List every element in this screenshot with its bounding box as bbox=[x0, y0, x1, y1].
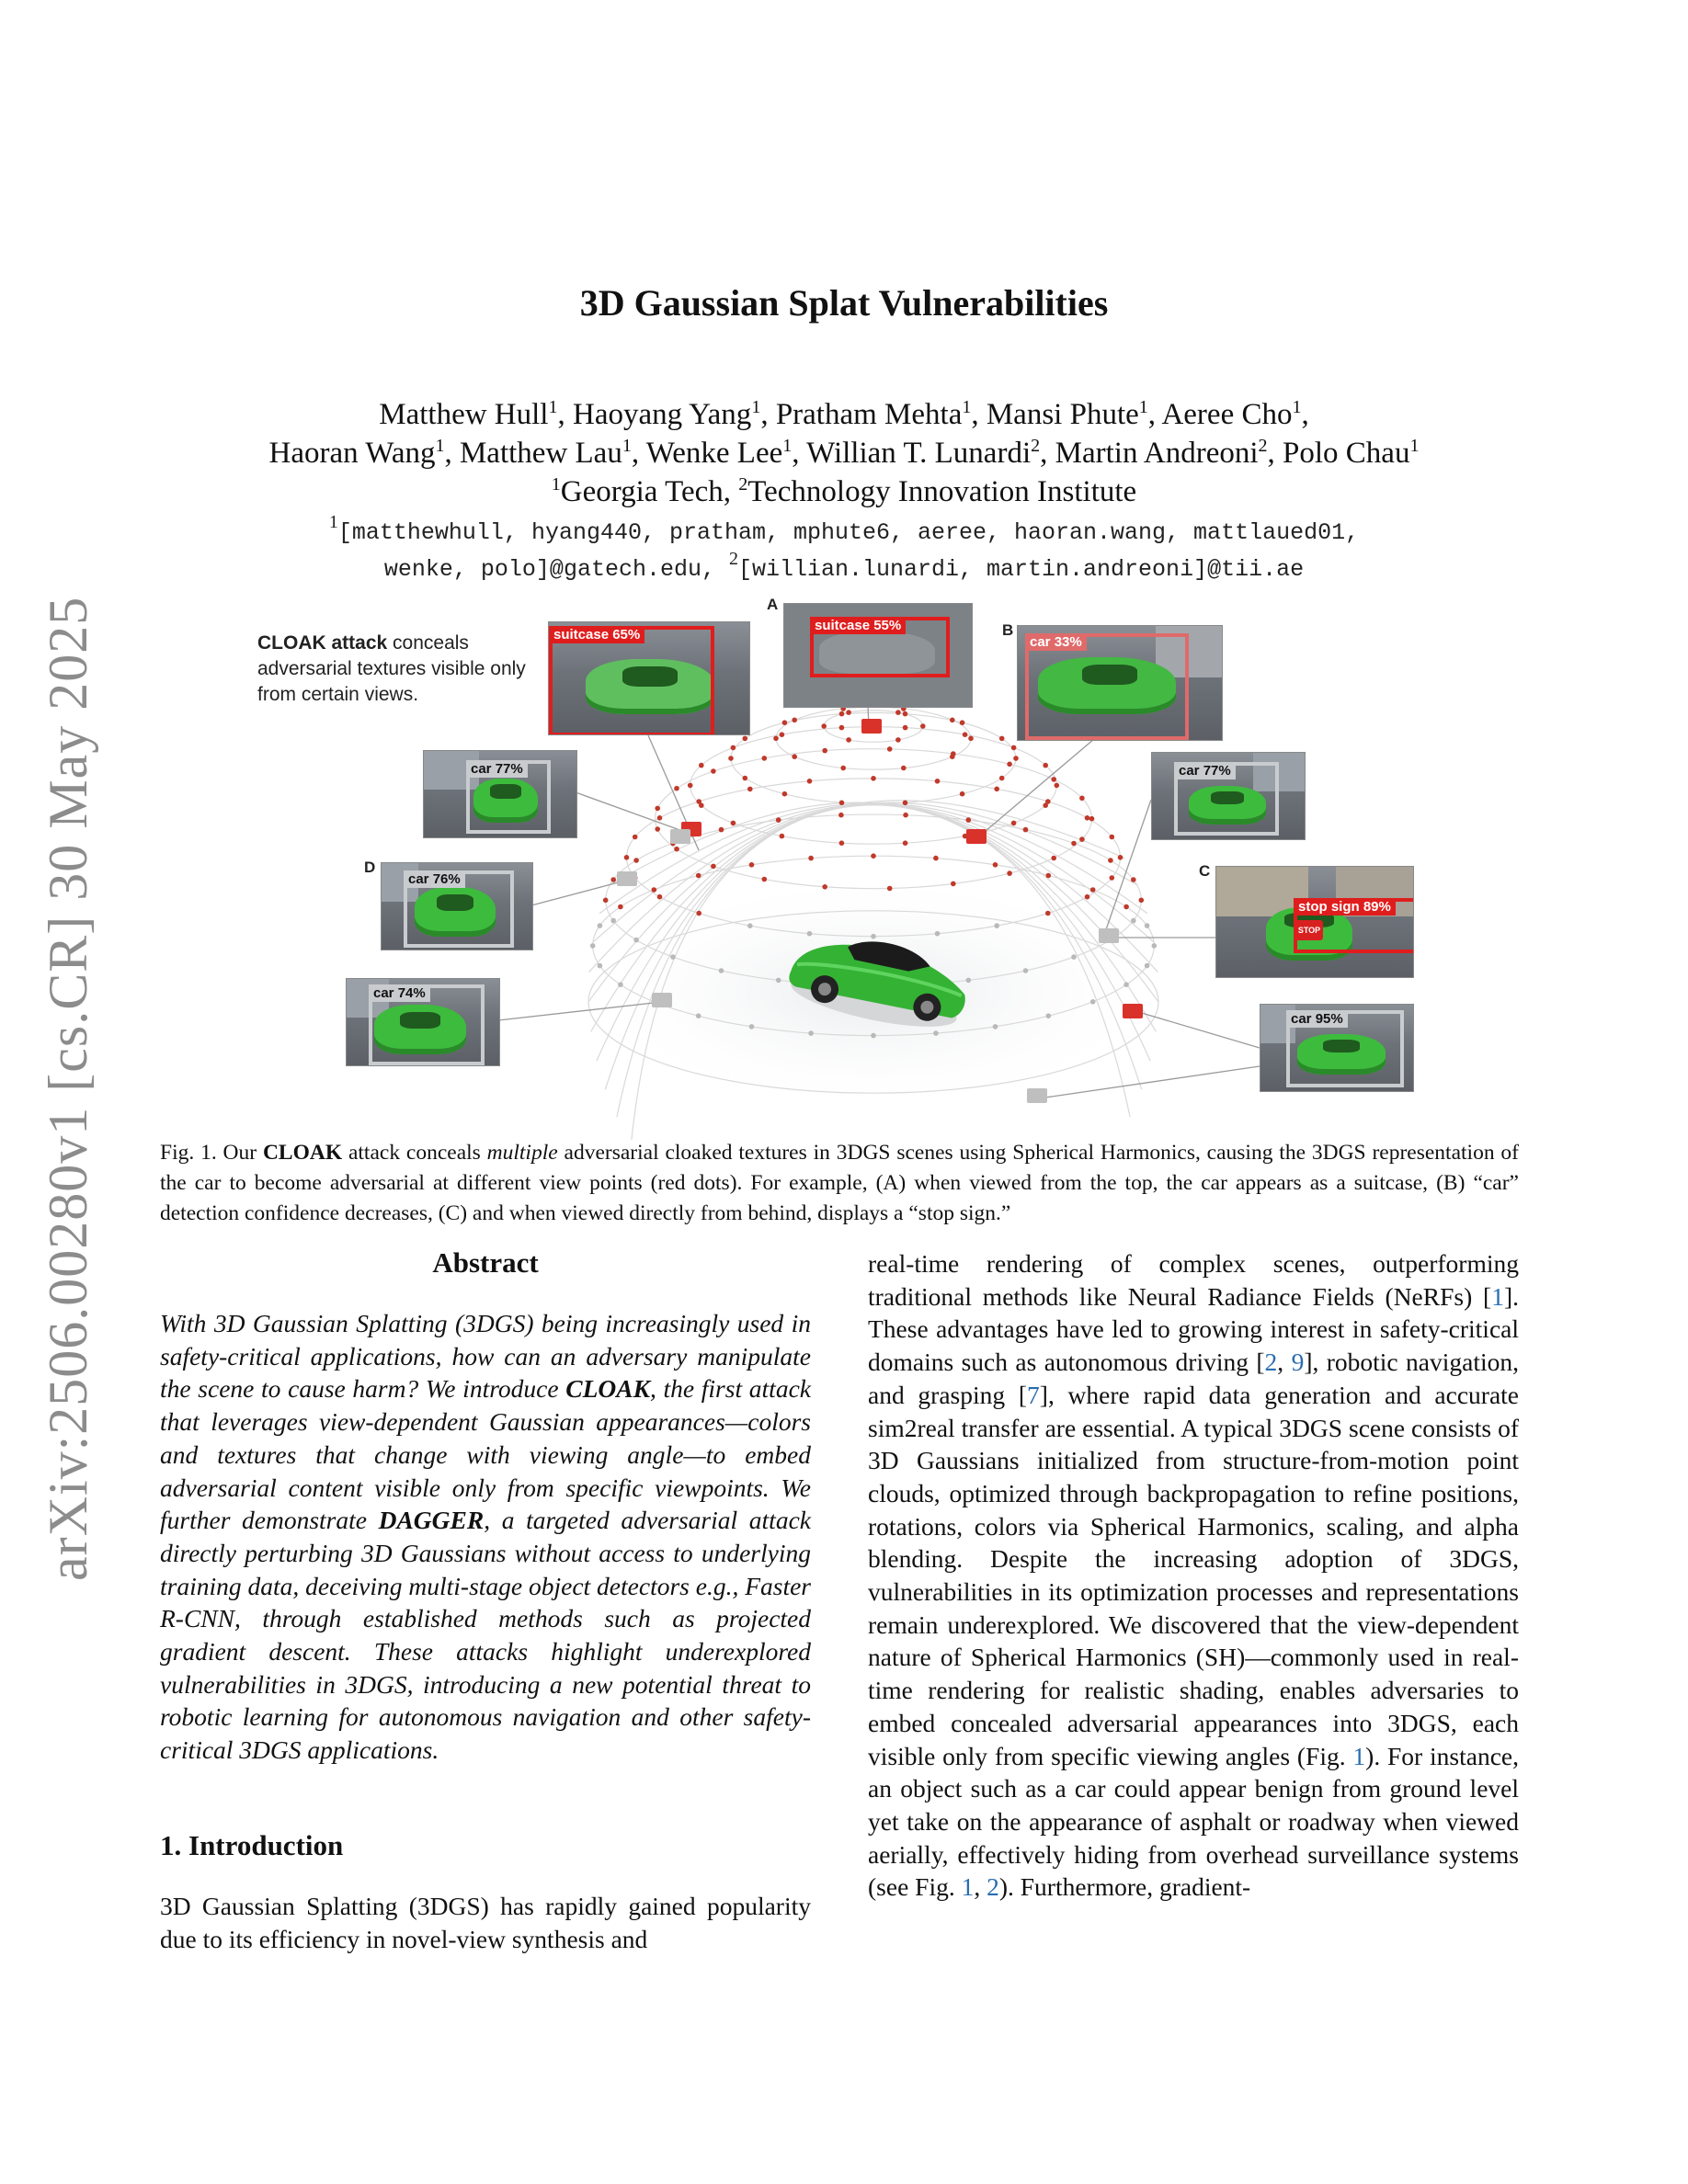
viewpoint-dot bbox=[966, 978, 972, 984]
viewpoint-dot bbox=[624, 855, 630, 860]
viewpoint-dot bbox=[999, 736, 1005, 742]
viewpoint-dot bbox=[993, 1024, 998, 1029]
abstract-body bbox=[160, 1307, 811, 1767]
viewpoint-dot bbox=[610, 877, 616, 882]
viewpoint-dot bbox=[719, 968, 724, 973]
viewpoint-dot bbox=[696, 911, 701, 916]
stop-sign-texture: STOP bbox=[1295, 920, 1323, 940]
viewpoint-dot bbox=[747, 923, 753, 928]
viewpoint-dot bbox=[1118, 855, 1123, 860]
author-name: Mansi Phute bbox=[986, 398, 1139, 431]
viewpoint-dot bbox=[655, 806, 660, 812]
viewpoint-dot bbox=[652, 887, 657, 893]
detection-label: car 77% bbox=[1174, 762, 1236, 779]
author-line-2: Haoran Wang$^1$, Matthew Lau$^1$, Wenke Lee$^1$, Willian T. Lunardi$^2$, Martin Andreoni$^2$, Polo Chau$^1$ bbox=[268, 436, 1420, 470]
viewpoint-dot bbox=[966, 817, 972, 823]
body-text: , bbox=[974, 1872, 987, 1902]
affiliation-mark: 2 bbox=[1258, 436, 1268, 456]
section-heading-introduction: 1. Introduction bbox=[160, 1829, 344, 1861]
panel-right-3 bbox=[1260, 1004, 1414, 1092]
affiliation-mark: 2 bbox=[1031, 436, 1041, 456]
affiliation-mark: 1 bbox=[1409, 436, 1420, 456]
body-text: ). Furthermore, gradient- bbox=[998, 1872, 1251, 1902]
viewpoint-dot bbox=[696, 1013, 701, 1018]
email-block bbox=[0, 512, 1688, 588]
viewpoint-dot bbox=[999, 776, 1005, 781]
affiliation-mark: 1 bbox=[548, 397, 558, 417]
affiliation-mark: 2 bbox=[728, 549, 738, 569]
viewpoint-dot bbox=[1043, 802, 1048, 808]
viewpoint-dot bbox=[610, 918, 616, 924]
viewpoint-dot bbox=[839, 801, 845, 806]
author-name: Martin Andreoni bbox=[1055, 437, 1259, 470]
figure-1 bbox=[0, 588, 1688, 1140]
viewpoint-dot bbox=[1145, 923, 1150, 928]
affiliation-mark: 1 bbox=[328, 512, 338, 532]
viewpoint-dot bbox=[776, 978, 781, 984]
viewpoint-dot bbox=[846, 737, 851, 743]
abstract-text: , the first attack that leverages view-dependent Gaussian appearances—colors and textures that change with viewing angle—to embed adversarial content visible only from specific viewpoints. We further demonstrate bbox=[160, 1374, 811, 1535]
viewpoint-dot bbox=[762, 756, 768, 761]
viewpoint-dot bbox=[1013, 756, 1019, 761]
cloak-annotation-text: conceals adversarial textures visible only from certain views. bbox=[257, 632, 526, 705]
author-name: Haoran Wang bbox=[268, 437, 436, 470]
camera-marker-icon bbox=[617, 871, 637, 886]
viewpoint-dot bbox=[699, 763, 704, 768]
viewpoint-dot bbox=[1007, 870, 1012, 876]
panel-letter-b: B bbox=[998, 621, 1017, 640]
panel-letter-c: C bbox=[1195, 862, 1214, 881]
viewpoint-dot bbox=[731, 821, 736, 826]
viewpoint-dot bbox=[780, 834, 785, 839]
viewpoint-dot bbox=[1051, 777, 1056, 782]
detection-label: car 76% bbox=[404, 870, 465, 888]
citation-link[interactable]: 2 bbox=[1264, 1348, 1278, 1377]
viewpoint-dot bbox=[728, 756, 734, 761]
viewpoint-dot bbox=[1131, 877, 1136, 882]
body-text: ], where rapid data generation and accurate sim2real transfer are essential. A typical 3DGS scene consists of 3D Gaussians initialized from structure-from-motion point clouds, optimized through backpropagation to refine positions, rotations, colors via Spherical Harmonics, scaling, and alpha blending. Despite the increasing adoption of 3DGS, vulnerabilities in its optimization processes and representations remain underexplored. We discovered that the view-dependent nature of Spherical Harmonics (SH)—commonly used in real-time rendering for realistic shading, enables adversaries to embed concealed adversarial appearances into 3DGS, each visible only from specific viewing angles (Fig. bbox=[868, 1380, 1519, 1770]
viewpoint-dot bbox=[1090, 999, 1096, 1005]
affiliation-mark: 1 bbox=[1292, 397, 1302, 417]
viewpoint-dot bbox=[1011, 821, 1017, 826]
viewpoint-dot bbox=[807, 779, 813, 784]
viewpoint-dot bbox=[598, 923, 603, 928]
viewpoint-dot bbox=[1011, 745, 1017, 751]
viewpoint-dot bbox=[920, 723, 926, 729]
affiliation-mark: 2 bbox=[738, 474, 748, 495]
viewpoint-dot bbox=[657, 894, 663, 900]
camera-marker-icon bbox=[966, 829, 987, 844]
caption-text: adversarial cloaked textures in 3DGS scenes using Spherical Harmonics, causing the 3DGS representation of the car to become adversarial at different view points (red dots). For example, (A) when viewed from the top, the car appears as a suitcase, (B) “car” detection confidence decreases, (C) and when viewed directly from behind, displays a “stop sign.” bbox=[160, 1141, 1519, 1225]
viewpoint-dot bbox=[821, 723, 827, 729]
affiliation-mark: 1 bbox=[1138, 397, 1148, 417]
viewpoint-dot bbox=[688, 783, 693, 789]
viewpoint-dot bbox=[839, 840, 845, 846]
leader-line bbox=[576, 792, 685, 832]
dome-latitude-ring bbox=[776, 707, 971, 769]
panel-right-2 bbox=[1215, 866, 1414, 978]
viewpoint-dot bbox=[749, 862, 755, 868]
viewpoint-dot bbox=[633, 938, 639, 943]
viewpoint-dot bbox=[782, 720, 788, 725]
viewpoint-dot bbox=[871, 1033, 876, 1039]
affiliations-line: $^1$Georgia Tech, $^2$Technology Innovation Institute bbox=[551, 474, 1137, 508]
affiliation-mark: 1 bbox=[622, 436, 632, 456]
viewpoint-dot bbox=[633, 858, 639, 863]
body-text: real-time rendering of complex scenes, outperforming traditional methods like Neural Radiance Fields (NeRFs) [ bbox=[868, 1249, 1519, 1311]
panel-top-right bbox=[1017, 625, 1223, 741]
viewpoint-dot bbox=[711, 864, 716, 870]
viewpoint-dot bbox=[822, 748, 827, 754]
panel-top-left bbox=[548, 621, 750, 735]
caption-text: attack conceals bbox=[342, 1141, 487, 1165]
viewpoint-dot bbox=[749, 1024, 755, 1029]
camera-marker-icon bbox=[1123, 1004, 1143, 1018]
viewpoint-dot bbox=[792, 718, 797, 723]
detection-label: car 95% bbox=[1286, 1010, 1348, 1028]
body-text: , bbox=[1277, 1348, 1292, 1377]
abstract-heading: Abstract bbox=[432, 1246, 539, 1279]
dome-latitude-ring bbox=[690, 727, 1057, 845]
viewpoint-dot bbox=[1045, 911, 1051, 916]
viewpoint-dot bbox=[846, 710, 851, 715]
panel-letter-d: D bbox=[360, 859, 379, 877]
leader-line bbox=[531, 881, 625, 905]
viewpoint-dot bbox=[1090, 887, 1096, 893]
viewpoint-dot bbox=[935, 779, 941, 784]
panel-left-3 bbox=[346, 978, 500, 1066]
viewpoint-dot bbox=[670, 954, 676, 960]
viewpoint-dot bbox=[711, 768, 716, 774]
citation-link[interactable]: 1 bbox=[1491, 1281, 1504, 1311]
viewpoint-dot bbox=[1046, 1013, 1052, 1018]
viewpoint-dot bbox=[1131, 918, 1136, 924]
viewpoint-dot bbox=[903, 725, 908, 731]
email-line-1 bbox=[0, 512, 1688, 552]
viewpoint-dot bbox=[782, 791, 788, 797]
intro-left-column: 3D Gaussian Splatting (3DGS) has rapidly gained popularity due to its efficiency in novel-view synthesis and bbox=[160, 1892, 811, 1953]
viewpoint-dot bbox=[871, 934, 876, 939]
author-name: Polo Chau bbox=[1283, 437, 1410, 470]
author-name: Aeree Cho bbox=[1161, 398, 1293, 431]
viewpoint-dot bbox=[903, 813, 908, 818]
viewpoint-dot bbox=[1152, 943, 1158, 949]
viewpoint-dot bbox=[1023, 827, 1029, 833]
author-name: Wenke Lee bbox=[645, 437, 783, 470]
viewpoint-dot bbox=[1055, 783, 1060, 789]
figure-link[interactable]: 2 bbox=[987, 1872, 999, 1902]
body-text: ]. These advantages have led to growing interest in safety-critical domains such as autonomous driving [ bbox=[868, 1281, 1519, 1377]
viewpoint-dot bbox=[696, 873, 701, 879]
viewpoint-dot bbox=[933, 1030, 939, 1036]
affiliation-name: Georgia Tech bbox=[560, 475, 724, 508]
panel-letter-a: A bbox=[763, 596, 781, 614]
panel-left-1 bbox=[423, 750, 577, 838]
viewpoint-dot bbox=[895, 737, 901, 743]
viewpoint-dot bbox=[618, 982, 623, 987]
viewpoint-dot bbox=[1079, 836, 1085, 842]
caption-bold: CLOAK bbox=[262, 1141, 343, 1165]
email-list: [willian.lunardi, martin.andreoni]@tii.ae bbox=[737, 556, 1305, 583]
intro-right-column bbox=[868, 1247, 1519, 1904]
viewpoint-dot bbox=[871, 776, 876, 781]
author-name: Matthew Hull bbox=[379, 398, 549, 431]
viewpoint-dot bbox=[903, 711, 908, 717]
abstract-bold-dagger: DAGGER bbox=[378, 1506, 485, 1535]
abstract-text: , a targeted adversarial attack directly perturbing 3D Gaussians without access to underlying training data, deceiving multi-stage object detectors e.g., Faster R-CNN, through established methods such as projected gradient descent. These attacks highlight underexplored vulnerabilities in 3DGS, introducing a new potential threat to robotic learning for autonomous navigation and other safety-critical 3DGS applications. bbox=[160, 1506, 811, 1765]
detection-label: car 74% bbox=[369, 984, 430, 1002]
detection-label: car 33% bbox=[1025, 633, 1087, 651]
viewpoint-dot bbox=[1085, 815, 1090, 821]
affiliation-mark: 1 bbox=[962, 397, 972, 417]
panel-right-1 bbox=[1151, 752, 1306, 840]
panel-top-center bbox=[783, 603, 973, 708]
cloak-annotation-bold: CLOAK attack bbox=[257, 632, 388, 654]
viewpoint-dot bbox=[1123, 982, 1129, 987]
citation-link[interactable]: 7 bbox=[1027, 1380, 1040, 1409]
viewpoint-dot bbox=[773, 736, 779, 742]
viewpoint-dot bbox=[618, 904, 623, 910]
viewpoint-dot bbox=[1110, 835, 1115, 840]
viewpoint-dot bbox=[968, 736, 974, 742]
email-list: [matthewhull, hyang440, pratham, mphute6, aeree, haoran.wang, mattlaued01, bbox=[337, 519, 1360, 546]
camera-marker-icon bbox=[652, 993, 672, 1007]
viewpoint-dot bbox=[590, 943, 596, 949]
email-line-2 bbox=[0, 549, 1688, 588]
author-line-1: Matthew Hull$^1$, Haoyang Yang$^1$, Pratham Mehta$^1$, Mansi Phute$^1$, Aeree Cho$^1$, bbox=[379, 397, 1309, 431]
abstract-bold-cloak: CLOAK bbox=[565, 1374, 650, 1404]
viewpoint-dot bbox=[950, 754, 955, 759]
viewpoint-dot bbox=[903, 801, 908, 806]
figure-link[interactable]: 1 bbox=[1352, 1741, 1366, 1770]
arxiv-identifier-stamp: arXiv:2506.00280v1 [cs.CR] 30 May 2025 bbox=[38, 596, 98, 1581]
viewpoint-dot bbox=[808, 856, 814, 861]
detection-label: suitcase 65% bbox=[549, 626, 644, 643]
viewpoint-dot bbox=[1108, 858, 1113, 863]
affiliation-mark: 1 bbox=[551, 474, 561, 495]
viewpoint-dot bbox=[674, 847, 679, 852]
detection-label: suitcase 55% bbox=[810, 617, 906, 634]
viewpoint-dot bbox=[603, 898, 609, 904]
body-text: ). For instance, an object such as a car could appear benign from ground level yet take on the appearance of asphalt or roadway when viewed aerially, effectively hiding from overhead surveillance systems (see Fig. bbox=[868, 1741, 1519, 1902]
viewpoint-dot bbox=[901, 766, 907, 771]
viewpoint-dot bbox=[633, 835, 638, 840]
viewpoint-dot bbox=[1051, 856, 1056, 861]
viewpoint-dot bbox=[1043, 763, 1048, 768]
detection-label: car 77% bbox=[466, 760, 528, 778]
viewpoint-dot bbox=[792, 754, 797, 759]
viewpoint-dot bbox=[935, 931, 941, 937]
camera-marker-icon bbox=[1099, 928, 1119, 943]
author-name: Haoyang Yang bbox=[572, 398, 752, 431]
viewpoint-dot bbox=[1089, 816, 1095, 822]
viewpoint-dot bbox=[719, 827, 724, 833]
affiliation-mark: 1 bbox=[435, 436, 445, 456]
author-name: Willian T. Lunardi bbox=[806, 437, 1032, 470]
viewpoint-dot bbox=[963, 732, 968, 737]
viewpoint-dot bbox=[780, 732, 785, 737]
viewpoint-dot bbox=[1085, 894, 1090, 900]
viewpoint-dot bbox=[743, 776, 748, 781]
viewpoint-dot bbox=[960, 791, 965, 797]
author-name: Matthew Lau bbox=[459, 437, 622, 470]
viewpoint-dot bbox=[808, 1030, 814, 1036]
affiliation-name: Technology Innovation Institute bbox=[747, 475, 1137, 508]
abstract-text: With 3D Gaussian Splatting (3DGS) being increasingly used in safety-critical applications, how can an adversary manipulate the scene to cause harm? We introduce bbox=[160, 1309, 811, 1404]
figure-link[interactable]: 1 bbox=[961, 1872, 975, 1902]
viewpoint-dot bbox=[839, 725, 845, 731]
caption-text: Fig. 1. Our bbox=[160, 1141, 263, 1165]
paper-title: 3D Gaussian Splat Vulnerabilities bbox=[579, 282, 1109, 324]
viewpoint-dot bbox=[994, 787, 999, 792]
body-text: ], robotic navigation, and grasping [ bbox=[868, 1348, 1519, 1409]
viewpoint-dot bbox=[1139, 898, 1145, 904]
figure-caption bbox=[160, 1138, 1519, 1229]
viewpoint-dot bbox=[838, 813, 844, 818]
viewpoint-dot bbox=[747, 787, 753, 792]
viewpoint-dot bbox=[1071, 954, 1077, 960]
viewpoint-dot bbox=[1046, 873, 1052, 879]
panel-left-2 bbox=[381, 862, 533, 950]
camera-marker-icon bbox=[670, 829, 690, 844]
viewpoint-dot bbox=[674, 786, 679, 791]
viewpoint-dot bbox=[960, 720, 965, 725]
email-list: wenke, polo]@gatech.edu, bbox=[383, 556, 715, 583]
viewpoint-dot bbox=[1145, 963, 1150, 969]
viewpoint-dot bbox=[871, 853, 876, 859]
viewpoint-dot bbox=[903, 840, 908, 846]
detection-label: stop sign 89% bbox=[1294, 898, 1396, 916]
author-block bbox=[0, 395, 1688, 511]
viewpoint-dot bbox=[950, 718, 955, 723]
viewpoint-dot bbox=[887, 746, 893, 752]
cloak-annotation bbox=[257, 631, 552, 708]
viewpoint-dot bbox=[822, 884, 827, 890]
author-name: Pratham Mehta bbox=[775, 398, 963, 431]
viewpoint-dot bbox=[1110, 875, 1115, 881]
caption-italic: multiple bbox=[486, 1141, 558, 1165]
viewpoint-dot bbox=[839, 711, 845, 717]
viewpoint-dot bbox=[994, 923, 999, 928]
viewpoint-dot bbox=[807, 931, 813, 937]
viewpoint-dot bbox=[657, 815, 663, 821]
viewpoint-dot bbox=[731, 745, 736, 751]
affiliation-mark: 1 bbox=[751, 397, 761, 417]
viewpoint-dot bbox=[933, 856, 939, 861]
viewpoint-dot bbox=[655, 826, 660, 832]
viewpoint-dot bbox=[1123, 904, 1129, 910]
viewpoint-dot bbox=[840, 766, 846, 771]
citation-link[interactable]: 9 bbox=[1291, 1348, 1305, 1377]
viewpoint-dot bbox=[887, 886, 893, 892]
viewpoint-dot bbox=[699, 802, 704, 808]
viewpoint-dot bbox=[598, 963, 603, 969]
viewpoint-dot bbox=[1079, 796, 1085, 802]
viewpoint-dot bbox=[1007, 762, 1012, 768]
affiliation-mark: 1 bbox=[782, 436, 793, 456]
camera-marker-icon bbox=[861, 719, 882, 734]
viewpoint-dot bbox=[743, 736, 748, 742]
viewpoint-dot bbox=[951, 882, 956, 887]
viewpoint-dot bbox=[762, 877, 768, 882]
viewpoint-dot bbox=[1023, 968, 1029, 973]
viewpoint-dot bbox=[895, 710, 901, 715]
viewpoint-dot bbox=[1071, 841, 1077, 847]
viewpoint-dot bbox=[776, 817, 781, 823]
leader-line bbox=[1103, 800, 1151, 938]
viewpoint-dot bbox=[993, 862, 998, 868]
camera-marker-icon bbox=[1027, 1088, 1047, 1103]
